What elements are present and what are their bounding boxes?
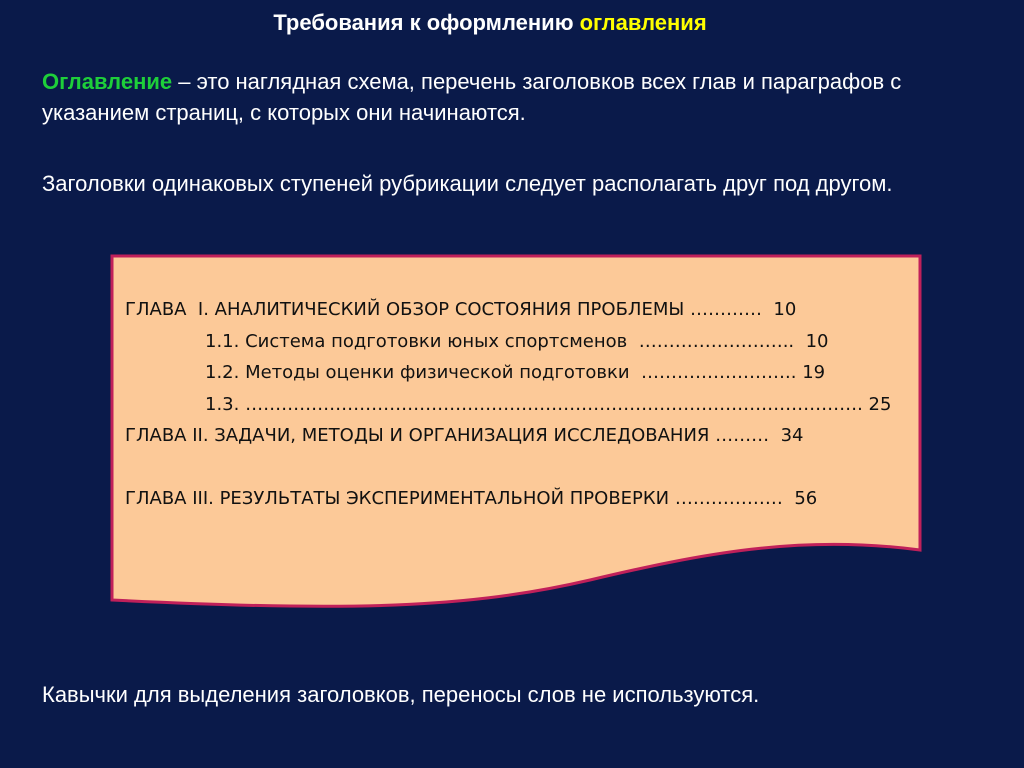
toc-document-example xyxy=(110,254,922,610)
toc-chapter-3: ГЛАВА III. РЕЗУЛЬТАТЫ ЭКСПЕРИМЕНТАЛЬНОЙ ПРОВЕРКИ ……………… 56 xyxy=(125,488,818,509)
toc-list xyxy=(125,294,891,515)
slide-title-accent: оглавления xyxy=(579,10,707,35)
slide-title-plain: Требования к оформлению xyxy=(273,10,580,35)
toc-blank-line xyxy=(125,452,891,484)
definition-term: Оглавление xyxy=(42,69,173,94)
toc-chapter-2: ГЛАВА II. ЗАДАЧИ, МЕТОДЫ И ОРГАНИЗАЦИЯ ИССЛЕДОВАНИЯ ……… 34 xyxy=(125,425,804,446)
quotes-rule-paragraph: Кавычки для выделения заголовков, переносы слов не используются. xyxy=(42,682,760,707)
slide-title xyxy=(0,8,980,38)
toc-section-1-2: 1.2. Методы оценки физической подготовки …………………….. 19 xyxy=(205,362,826,383)
toc-section-1-1: 1.1. Система подготовки юных спортсменов …………………….. 10 xyxy=(205,330,829,352)
toc-section-1-3: 1.3. …………………………………………………………………………………………. 25 xyxy=(205,393,892,415)
headings-rule-paragraph: Заголовки одинаковых ступеней рубрикации следует располагать друг под другом. xyxy=(42,171,893,196)
definition-paragraph xyxy=(42,66,992,128)
toc-chapter-1: ГЛАВА I. АНАЛИТИЧЕСКИЙ ОБЗОР СОСТОЯНИЯ ПРОБЛЕМЫ ………… 10 xyxy=(125,299,797,320)
definition-text: – это наглядная схема, перечень заголовков всех глав и параграфов с указанием страниц, с которых они начинаются. xyxy=(42,69,902,125)
